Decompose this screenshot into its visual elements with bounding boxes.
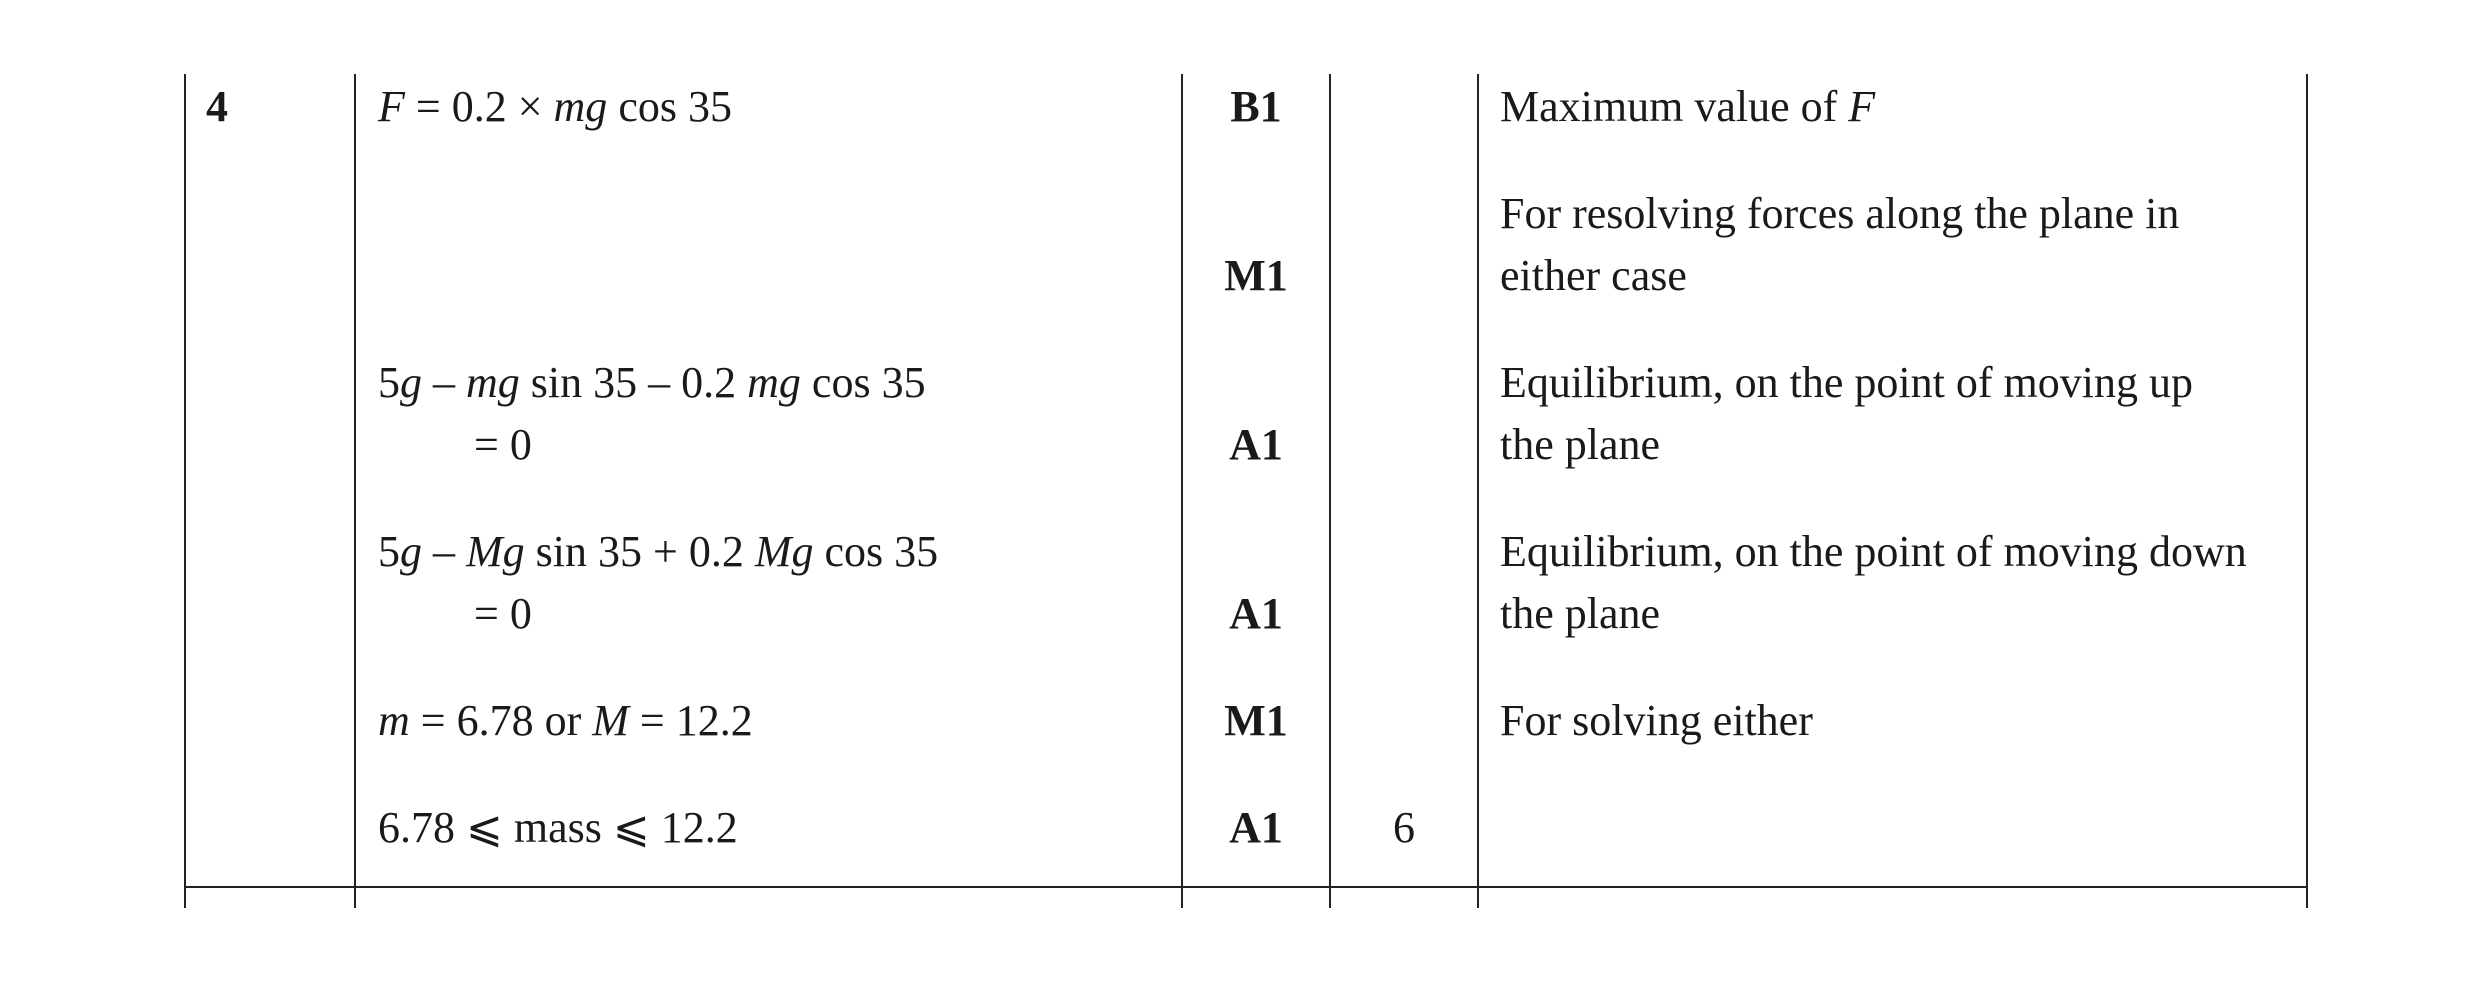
text-run: cos 35: [607, 82, 732, 131]
mark-code: B1: [1230, 82, 1282, 131]
math-variable: F: [378, 82, 405, 131]
text-run: sin 35 – 0.2: [519, 358, 748, 407]
guidance-line: [1500, 245, 1687, 307]
math-variable: mg: [466, 358, 520, 407]
math-variable: g: [400, 527, 422, 576]
text-run: cos 35: [800, 358, 926, 407]
column-divider-marks: [1329, 74, 1331, 908]
guidance-line: [1500, 690, 1813, 752]
text-run: Equilibrium, on the point of moving up: [1500, 358, 2193, 407]
working-line: [378, 76, 732, 138]
working-line: [378, 414, 532, 476]
text-run: = 0: [474, 589, 532, 638]
text-run: Maximum value of: [1500, 82, 1849, 131]
text-run: either case: [1500, 251, 1687, 300]
text-run: For resolving forces along the plane in: [1500, 189, 2180, 238]
text-run: = 6.78 or: [409, 696, 593, 745]
text-run: = 12.2: [628, 696, 753, 745]
math-variable: g: [400, 358, 422, 407]
mark-code: A1: [1229, 803, 1283, 852]
working-line: [378, 690, 753, 752]
column-divider-question: [354, 74, 356, 908]
text-run: 5: [378, 527, 400, 576]
question-total: 6: [1393, 803, 1415, 852]
guidance-line: [1500, 583, 1660, 645]
text-run: Equilibrium, on the point of moving down: [1500, 527, 2247, 576]
guidance-line: [1500, 414, 1660, 476]
math-variable: m: [378, 696, 410, 745]
question-number: 4: [206, 82, 228, 131]
text-run: cos 35: [813, 527, 939, 576]
table-bottom-rule: [184, 886, 2308, 888]
working-line: [378, 583, 532, 645]
guidance-line: [1500, 183, 2179, 245]
text-run: the plane: [1500, 589, 1661, 638]
text-run: 5: [378, 358, 400, 407]
mark-code: A1: [1229, 589, 1283, 638]
table-border-left: [184, 74, 186, 908]
guidance-line: [1500, 352, 2193, 414]
working-line: [378, 521, 938, 583]
text-run: sin 35 + 0.2: [524, 527, 755, 576]
mark-code: M1: [1224, 696, 1288, 745]
table-border-right: [2306, 74, 2308, 908]
math-variable: Mg: [466, 527, 525, 576]
text-run: the plane: [1500, 420, 1661, 469]
working-line: [378, 797, 738, 859]
text-run: For solving either: [1500, 696, 1813, 745]
text-run: –: [422, 527, 466, 576]
guidance-line: [1500, 521, 2247, 583]
text-run: –: [422, 358, 466, 407]
mark-code: M1: [1224, 251, 1288, 300]
math-variable: Mg: [754, 527, 814, 576]
guidance-line: [1500, 76, 1875, 138]
math-variable: F: [1848, 82, 1876, 131]
working-line: [378, 352, 926, 414]
math-variable: mg: [747, 358, 801, 407]
mark-code: A1: [1229, 420, 1283, 469]
text-run: = 0: [474, 420, 532, 469]
math-variable: M: [592, 696, 629, 745]
column-divider-working: [1181, 74, 1183, 908]
column-divider-total: [1477, 74, 1479, 908]
text-run: = 0.2 ×: [404, 82, 554, 131]
math-variable: mg: [553, 82, 608, 131]
text-run: 6.78 ⩽ mass ⩽ 12.2: [378, 803, 738, 852]
